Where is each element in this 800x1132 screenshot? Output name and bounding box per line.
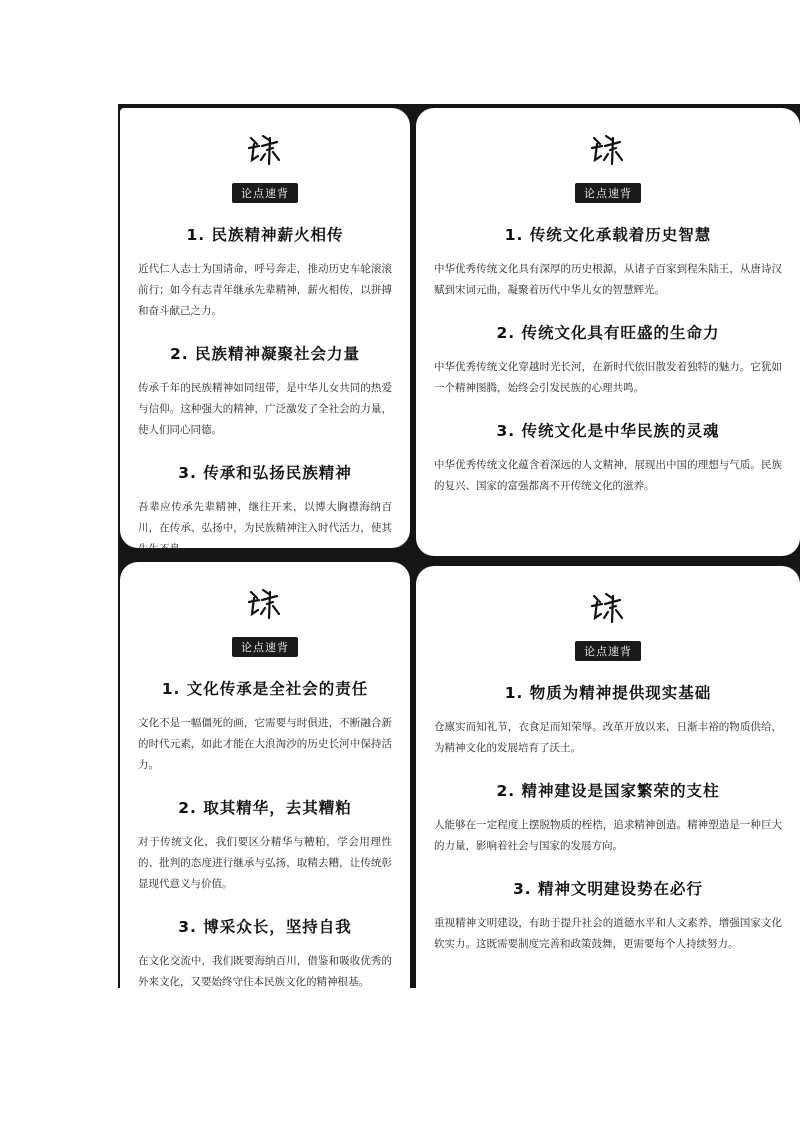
- point-section: [138, 915, 392, 993]
- point-title: 1. 传统文化承载着历史智慧: [504, 226, 712, 244]
- point-text: 对于传统文化，我们要区分精华与糟粕，学会用理性的、批判的态度进行继承与弘扬，取精去糟，让传统彰显现代意义与价值。: [138, 836, 392, 890]
- section-tag: 论点速背: [575, 641, 641, 661]
- calligraphy-logo-icon: [138, 130, 392, 174]
- point-title: 1. 民族精神薪火相传: [186, 226, 344, 244]
- card-national-spirit: [120, 108, 410, 555]
- card-cultural-inheritance: [120, 562, 410, 988]
- point-text: 重视精神文明建设，有助于提升社会的道德水平和人文素养，增强国家文化软实力。这既需要制度完善和政策鼓舞，更需要每个人持续努力。: [434, 917, 782, 950]
- point-title: 3. 博采众长，坚持自我: [178, 918, 352, 936]
- point-text: 中华优秀传统文化具有深厚的历史根源，从诸子百家到程朱陆王，从唐诗汉赋到宋词元曲，凝聚着历代中华儿女的智慧辉光。: [434, 263, 782, 296]
- point-text: 文化不是一幅僵死的画，它需要与时俱进，不断融合新的时代元素，如此才能在大浪淘沙的历史长河中保持活力。: [138, 717, 392, 771]
- point-section: [434, 419, 782, 497]
- point-section: [138, 461, 392, 560]
- calligraphy-logo-icon: [138, 584, 392, 628]
- point-section: [434, 877, 782, 955]
- point-title: 2. 取其精华，去其糟粕: [178, 799, 352, 817]
- point-section: [434, 779, 782, 857]
- point-text: 仓廪实而知礼节，衣食足而知荣辱。改革开放以来，日渐丰裕的物质供给，为精神文化的发展培育了沃土。: [434, 721, 782, 754]
- point-section: [138, 342, 392, 441]
- point-section: [138, 677, 392, 776]
- point-text: 在文化交流中，我们既要海纳百川，借鉴和吸收优秀的外来文化，又要始终守住本民族文化的精神根基。: [138, 955, 392, 988]
- point-title: 3. 精神文明建设势在必行: [512, 880, 704, 898]
- point-text: 中华优秀传统文化穿越时光长河，在新时代依旧散发着独特的魅力。它犹如一个精神图腾，始终会引发民族的心理共鸣。: [434, 361, 782, 394]
- point-text: 人能够在一定程度上摆脱物质的桎梏，追求精神创造。精神塑造是一种巨大的力量，影响着社会与国家的发展方向。: [434, 819, 782, 852]
- card-spiritual-civilization: [416, 566, 800, 988]
- point-section: [434, 681, 782, 759]
- point-title: 1. 物质为精神提供现实基础: [504, 684, 712, 702]
- point-section: [138, 796, 392, 895]
- point-title: 1. 文化传承是全社会的责任: [161, 680, 369, 698]
- point-section: [138, 223, 392, 322]
- point-text: 中华优秀传统文化蕴含着深远的人文精神，展现出中国的理想与气质。民族的复兴、国家的富强都离不开传统文化的滋养。: [434, 459, 782, 492]
- point-title: 3. 传承和弘扬民族精神: [178, 464, 352, 482]
- calligraphy-logo-icon: [434, 588, 782, 632]
- calligraphy-logo-icon: [434, 130, 782, 174]
- point-title: 3. 传统文化是中华民族的灵魂: [496, 422, 720, 440]
- card-traditional-culture: [416, 108, 800, 556]
- point-title: 2. 传统文化具有旺盛的生命力: [496, 324, 720, 342]
- point-title: 2. 民族精神凝聚社会力量: [169, 345, 361, 363]
- point-text: 近代仁人志士为国请命，呼号奔走，推动历史车轮滚滚前行；如今有志青年继承先辈精神，薪火相传，以拼搏和奋斗献己之力。: [138, 263, 392, 317]
- section-tag: 论点速背: [575, 183, 641, 203]
- section-tag: 论点速背: [232, 637, 298, 657]
- point-section: [434, 321, 782, 399]
- point-title: 2. 精神建设是国家繁荣的支柱: [496, 782, 720, 800]
- point-section: [434, 223, 782, 301]
- point-text: 传承千年的民族精神如同纽带，是中华儿女共同的热爱与信仰。这种强大的精神，广泛激发了全社会的力量，使人们同心同德。: [138, 382, 392, 436]
- section-tag: 论点速背: [232, 183, 298, 203]
- point-text: 吾辈应传承先辈精神，继往开来，以博大胸襟海纳百川，在传承、弘扬中，为民族精神注入时代活力，使其生生不息。: [138, 501, 392, 555]
